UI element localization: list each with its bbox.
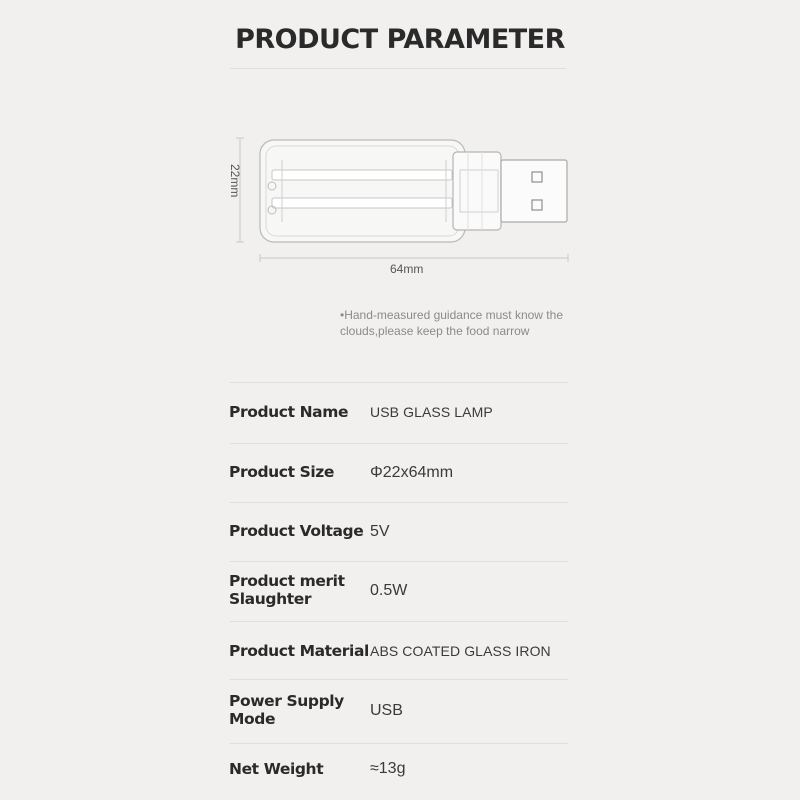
param-row: [230, 621, 568, 679]
param-row: [230, 382, 568, 443]
param-value: ≈13g: [370, 760, 406, 777]
width-dimension-label: 64mm: [390, 262, 424, 276]
param-label: Net Weight: [229, 760, 324, 778]
param-value: 0.5W: [370, 582, 408, 599]
title-divider: [230, 68, 566, 69]
param-row: [230, 743, 568, 799]
param-value: USB: [370, 702, 403, 719]
param-value: USB GLASS LAMP: [370, 404, 493, 420]
measurement-note: [340, 307, 620, 339]
param-label: Product merit Slaughter: [229, 572, 345, 608]
usb-lamp-diagram: [220, 130, 580, 270]
param-label: Product Material: [229, 642, 369, 660]
height-dimension-label: 22mm: [228, 164, 242, 198]
param-row: [230, 443, 568, 502]
param-label: Product Voltage: [229, 522, 364, 540]
param-row: [230, 561, 568, 621]
note-line-2: clouds,please keep the food narrow: [340, 324, 530, 338]
param-value: Φ22x64mm: [370, 464, 454, 481]
param-label: Power Supply Mode: [229, 692, 344, 728]
note-line-1: •Hand-measured guidance must know the: [340, 308, 563, 322]
parameter-table: [230, 382, 568, 799]
param-row: [230, 679, 568, 743]
param-value: ABS COATED GLASS IRON: [370, 643, 551, 659]
param-label: Product Size: [229, 463, 334, 481]
param-label: Product Name: [229, 403, 349, 421]
param-value: 5V: [370, 523, 390, 540]
param-row: [230, 502, 568, 561]
page-title: PRODUCT PARAMETER: [235, 24, 565, 55]
